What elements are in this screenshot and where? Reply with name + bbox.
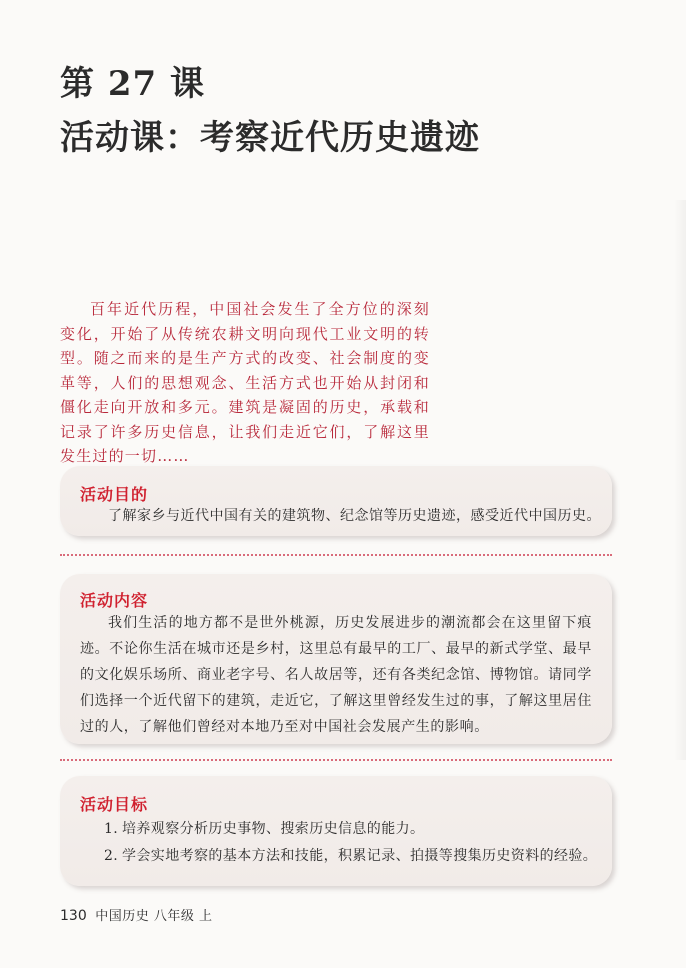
activity-aim-heading: 活动目的 [80,485,149,504]
dotted-divider [60,759,612,761]
goal-item [104,843,598,870]
page-edge-shadow [674,200,686,760]
activity-goals-card [60,776,612,886]
dotted-divider [60,554,612,556]
activity-aim-card [60,466,612,536]
activity-goals-list [104,816,598,870]
goal-number: 2. [104,848,119,864]
activity-content-card [60,574,612,744]
activity-goals-heading: 活动目标 [80,795,149,814]
page-number: 130 [60,908,87,924]
goal-item [104,816,598,843]
activity-content-heading: 活动内容 [80,591,149,610]
activity-aim-text: 了解家乡与近代中国有关的建筑物、纪念馆等历史遗迹，感受近代中国历史。 [108,508,601,524]
intro-paragraph: 百年近代历程，中国社会发生了全方位的深刻变化，开始了从传统农耕文明向现代工业文明的转型。随之而来的是生产方式的改变、社会制度的变革等，人们的思想观念、生活方式也开始从封闭和僵化走向开放和多元。建筑是凝固的历史，承载和记录了许多历史信息，让我们走近它们，了解这里发生过的一切…… [60,300,430,465]
goal-text: 学会实地考察的基本方法和技能，积累记录、拍摄等搜集历史资料的经验。 [122,848,598,864]
lesson-title: 活动课：考察近代历史遗迹 [60,118,480,158]
lesson-number: 第 27 课 [60,64,205,104]
goal-number: 1. [104,821,119,837]
goal-text: 培养观察分析历史事物、搜索历史信息的能力。 [122,821,425,837]
page-footer [60,905,212,924]
book-title: 中国历史 八年级 上 [95,909,213,924]
activity-content-text: 我们生活的地方都不是世外桃源，历史发展进步的潮流都会在这里留下痕迹。不论你生活在城市还是乡村，这里总有最早的工厂、最早的新式学堂、最早的文化娱乐场所、商业老字号、名人故居等，还有各类纪念馆、博物馆。请同学们选择一个近代留下的建筑，走近它，了解这里曾经发生过的事，了解这里居住过的人，了解他们曾经对本地乃至对中国社会发展产生的影响。 [80,615,592,735]
